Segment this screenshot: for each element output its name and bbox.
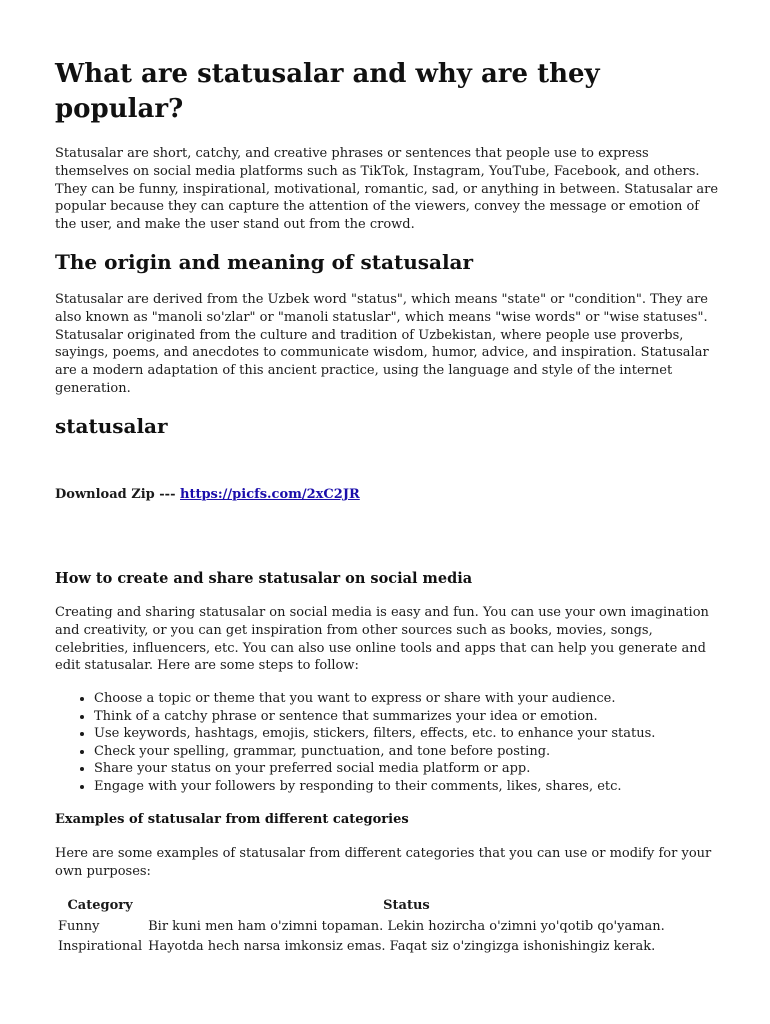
download-line bbox=[55, 486, 720, 504]
howto-paragraph: Creating and sharing statusalar on social media is easy and fun. You can use your own imagination and creativity, or you can get inspiration from other sources such as books, movies, songs, celebrities, influencers, etc. You can also use online tools and apps that can help you generate and edit statusalar. Here are some steps to follow: bbox=[55, 605, 709, 674]
steps-list bbox=[55, 690, 759, 796]
table-cell-category: Inspirational bbox=[58, 938, 143, 954]
list-item: • Choose a topic or theme that you want to express or share with your audience. bbox=[94, 690, 759, 708]
column-header-status: Status bbox=[383, 898, 430, 913]
list-item: • Share your status on your preferred social media platform or app. bbox=[94, 760, 759, 778]
list-item: • Use keywords, hashtags, emojis, stickers, filters, effects, etc. to enhance your status. bbox=[94, 725, 759, 743]
list-item: • Think of a catchy phrase or sentence that summarizes your idea or emotion. bbox=[94, 708, 759, 726]
download-label: Download Zip --- bbox=[55, 487, 176, 502]
origin-paragraph: Statusalar are derived from the Uzbek word "status", which means "state" or "condition". They are also known as "manoli so'zlar" or "manoli statuslar", which means "wise words" or "wise statuses". Statusalar originated from the culture and tradition of Uzbekistan, where people use proverbs, sayings, poems, and anecdotes to communicate wisdom, humor, advice, and inspiration. Statusalar are a modern adaptation of this ancient practice, using the language and style of the internet generation. bbox=[55, 292, 709, 396]
table-cell-status: Hayotda hech narsa imkonsiz emas. Faqat siz o'zingizga ishonishingiz kerak. bbox=[148, 938, 656, 954]
examples-paragraph: Here are some examples of statusalar from different categories that you can use or modify for your own purposes: bbox=[55, 846, 712, 879]
table-cell-category: Funny bbox=[58, 918, 100, 934]
list-item: • Engage with your followers by responding to their comments, likes, shares, etc. bbox=[94, 778, 759, 796]
table-row bbox=[55, 936, 668, 956]
list-item: • Check your spelling, grammar, punctuation, and tone before posting. bbox=[94, 743, 759, 761]
examples-table bbox=[55, 895, 668, 956]
origin-heading: The origin and meaning of statusalar bbox=[55, 250, 474, 274]
table-header-row bbox=[55, 895, 668, 916]
page-title: What are statusalar and why are they popular? bbox=[55, 59, 600, 124]
howto-heading: How to create and share statusalar on social media bbox=[55, 570, 473, 587]
examples-heading: Examples of statusalar from different categories bbox=[55, 812, 409, 827]
column-header-category: Category bbox=[67, 898, 133, 913]
download-link[interactable]: https://picfs.com/2xC2JR bbox=[180, 487, 360, 502]
intro-paragraph: Statusalar are short, catchy, and creative phrases or sentences that people use to express themselves on social media platforms such as TikTok, Instagram, YouTube, Facebook, and others. They can be funny, inspirational, motivational, romantic, sad, or anything in between. Statusalar are popular because they can capture the attention of the viewers, convey the message or emotion of the user, and make the user stand out from the crowd. bbox=[55, 146, 719, 233]
keyword-heading: statusalar bbox=[55, 414, 168, 438]
table-cell-status: Bir kuni men ham o'zimni topaman. Lekin hozircha o'zimni yo'qotib qo'yaman. bbox=[148, 918, 665, 934]
table-row bbox=[55, 916, 668, 936]
